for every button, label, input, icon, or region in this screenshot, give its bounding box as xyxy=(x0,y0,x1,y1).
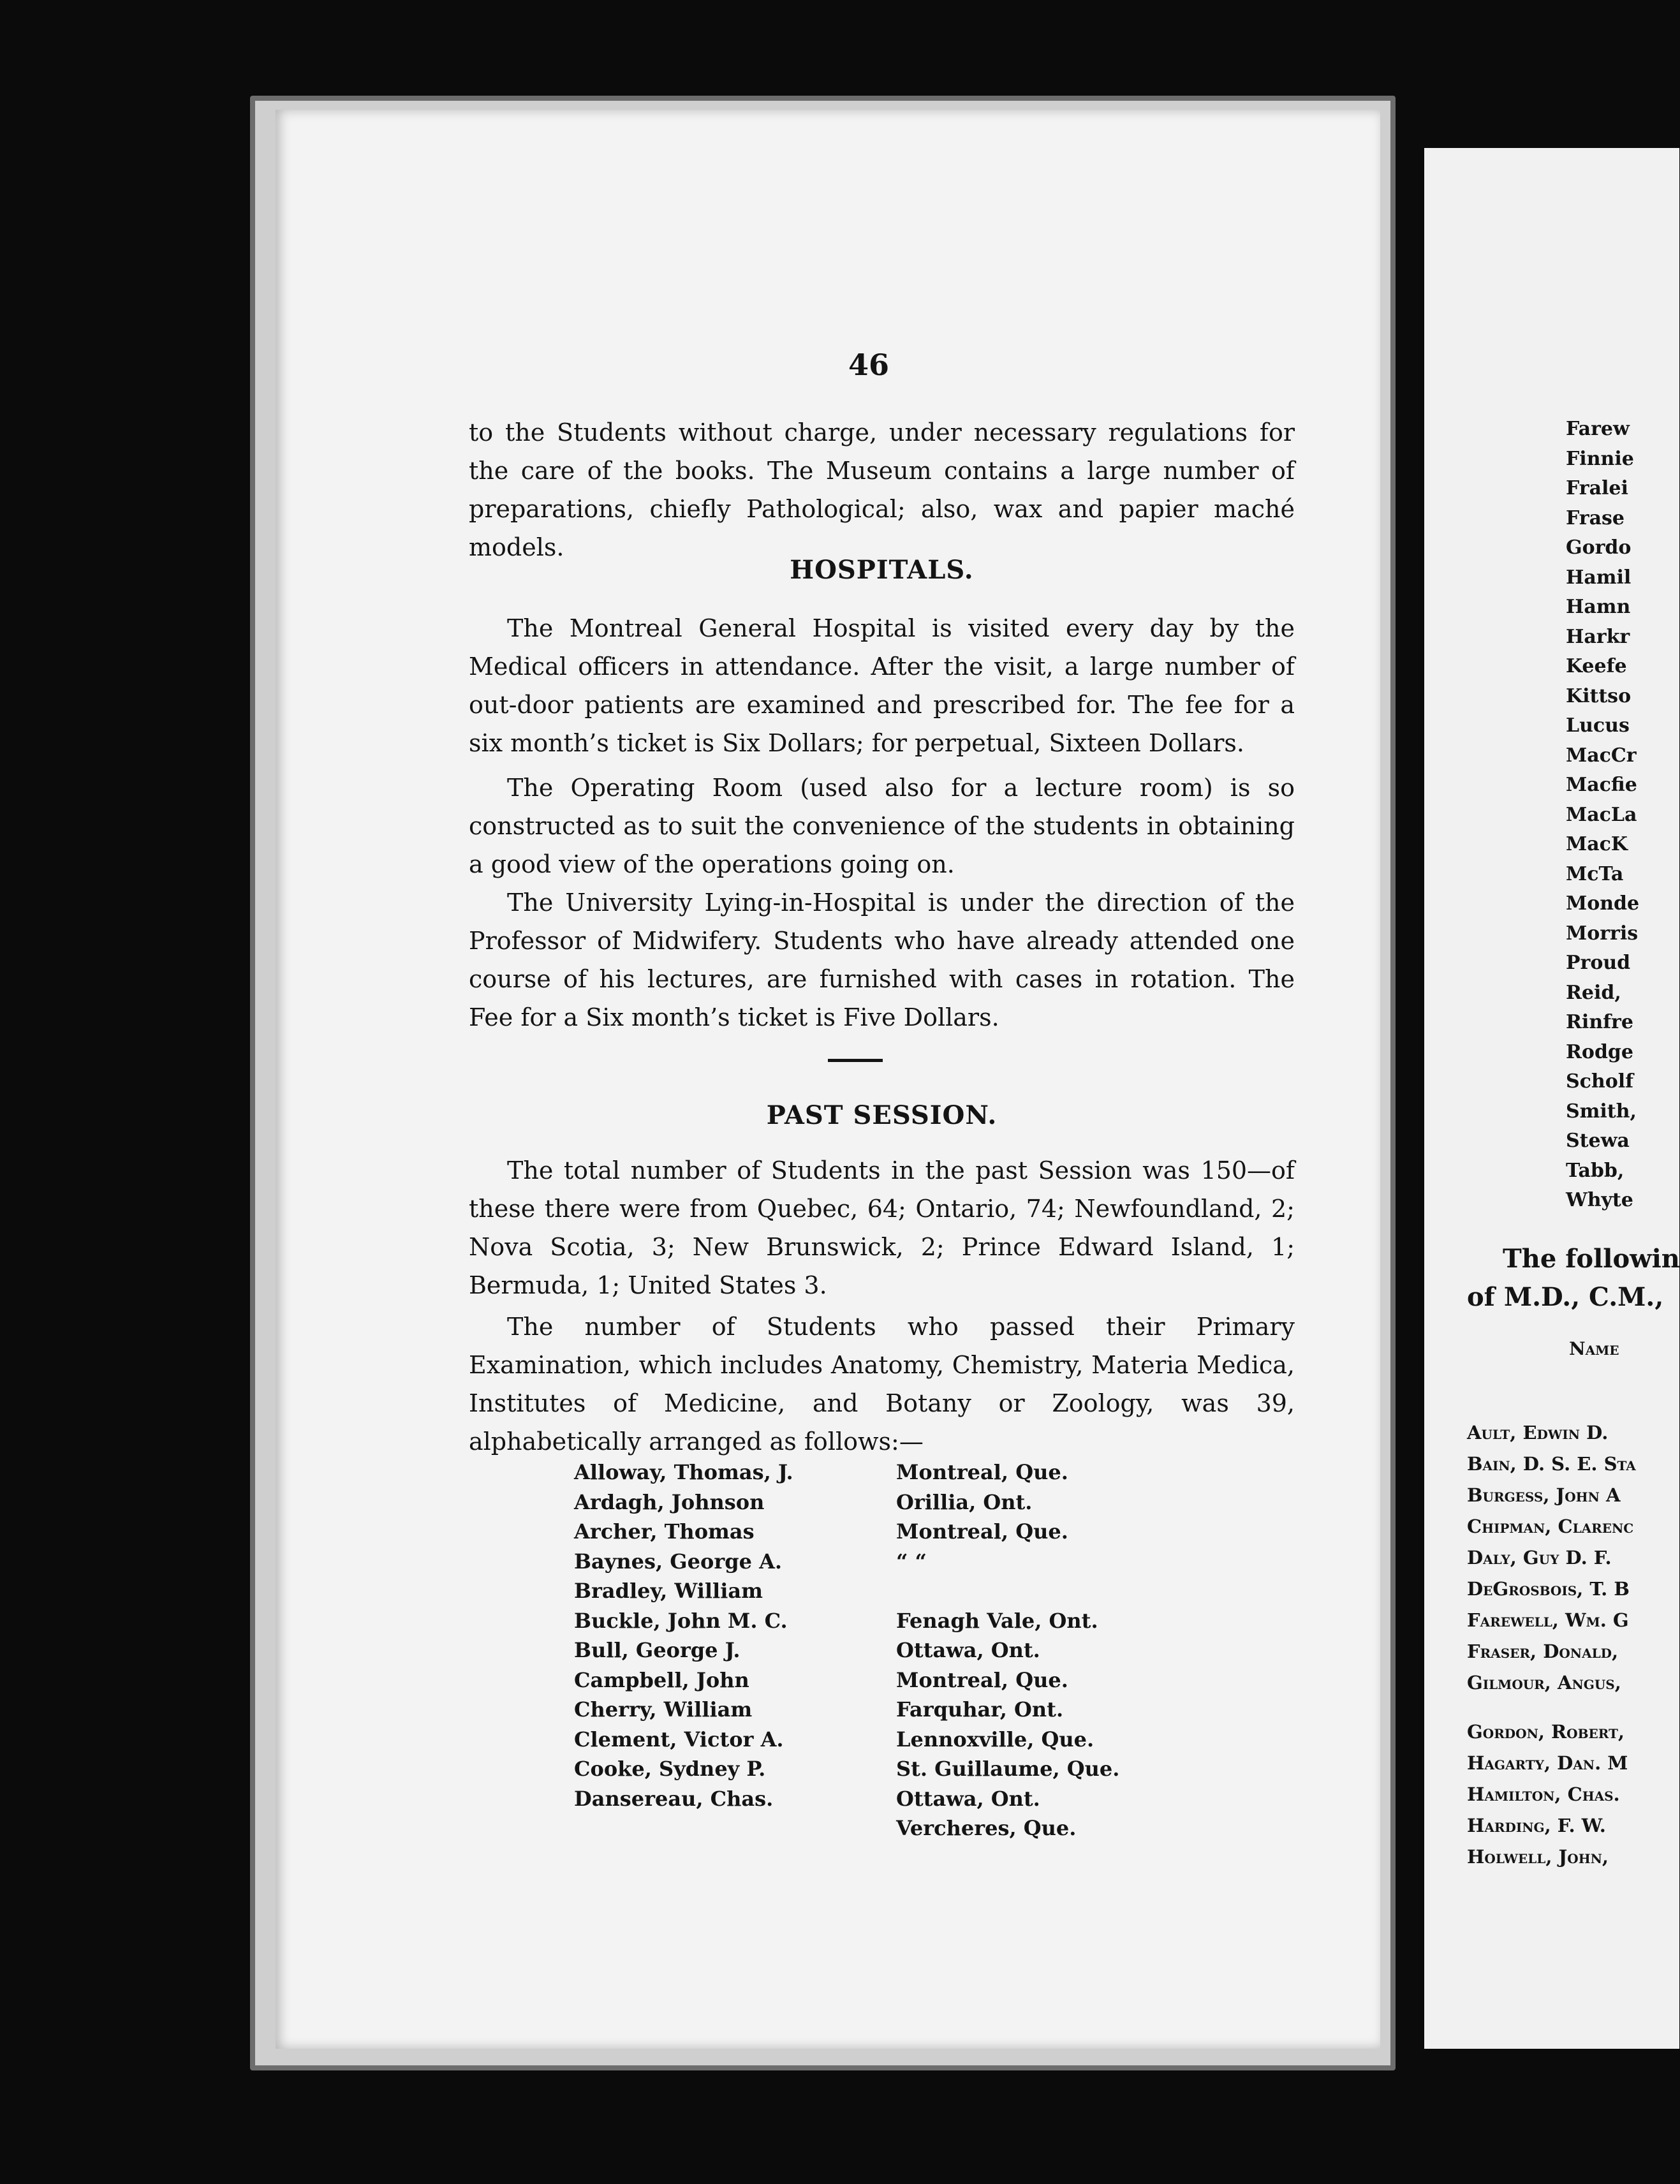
list-item: Hagarty, Dan. M xyxy=(1467,1752,1628,1774)
list-item: Monde xyxy=(1566,892,1640,915)
right-page-names-header: Name xyxy=(1569,1338,1619,1359)
student-name: Ardagh, Johnson xyxy=(574,1489,765,1514)
student-row xyxy=(574,1547,1148,1577)
hospitals-paragraph-3: The University Lying-in-Hospital is under the direction of the Professor of Midwifery. Students who have already attended one course of his lectures, are furnished with cases in rotation. The Fee for a Six month’s ticket is Five Dollars. xyxy=(469,889,1295,1031)
list-item: Hamil xyxy=(1566,566,1632,589)
list-item: Finnie xyxy=(1566,447,1634,470)
list-item: Kittso xyxy=(1566,684,1632,707)
student-row xyxy=(574,1784,1148,1814)
list-item: McTa xyxy=(1566,862,1624,885)
student-place: Montreal, Que. xyxy=(896,1519,1068,1544)
hospitals-paragraph-2: The Operating Room (used also for a lecture room) is so constructed as to suit the convenience of the students in obtaining a good view of the operations going on. xyxy=(469,774,1295,878)
list-item: Hamn xyxy=(1566,596,1631,618)
list-item: Lucus xyxy=(1566,714,1630,737)
student-name: Archer, Thomas xyxy=(574,1519,755,1544)
list-item: Reid, xyxy=(1566,981,1621,1004)
student-place: Ottawa, Ont. xyxy=(896,1638,1040,1662)
student-name: Cherry, William xyxy=(574,1697,753,1722)
list-item: Smith, xyxy=(1566,1100,1637,1123)
right-page-surname-list xyxy=(1566,415,1639,1216)
student-place: Farquhar, Ont. xyxy=(896,1697,1064,1722)
list-item: Stewa xyxy=(1566,1130,1630,1152)
student-row xyxy=(574,1457,1148,1487)
student-row xyxy=(574,1754,1148,1784)
student-name: Buckle, John M. C. xyxy=(574,1608,788,1633)
student-row xyxy=(574,1635,1148,1665)
right-page-following-line-2: of M.D., C.M., xyxy=(1467,1282,1664,1312)
list-item: MacLa xyxy=(1566,803,1637,826)
list-item: Daly, Guy D. F. xyxy=(1467,1547,1612,1568)
student-row xyxy=(574,1576,1148,1606)
right-page-graduate-list xyxy=(1467,1417,1636,1873)
session-paragraph-2: The number of Students who passed their Primary Examination, which includes Anatomy, Chemistry, Materia Medica, Institutes of Medicine, and Botany or Zoology, was 39, alphabetically arranged as follows:— xyxy=(469,1313,1295,1456)
list-item: Gilmour, Angus, xyxy=(1467,1672,1621,1693)
list-item: MacK xyxy=(1566,833,1628,855)
student-place: Vercheres, Que. xyxy=(896,1816,1077,1840)
list-item: Keefe xyxy=(1566,655,1627,677)
list-item: Rinfre xyxy=(1566,1011,1633,1033)
student-name: Bull, George J. xyxy=(574,1638,741,1662)
list-item: Bain, D. S. E. Sta xyxy=(1467,1453,1636,1475)
list-item: Frase xyxy=(1566,506,1625,529)
hospitals-heading: HOSPITALS. xyxy=(790,555,974,585)
student-place: Fenagh Vale, Ont. xyxy=(896,1608,1098,1633)
list-item: Chipman, Clarenc xyxy=(1467,1516,1634,1537)
student-name: Clement, Victor A. xyxy=(574,1727,784,1752)
student-row xyxy=(574,1725,1148,1755)
list-item: Harkr xyxy=(1566,625,1630,648)
student-row xyxy=(574,1517,1148,1547)
list-item: Tabb, xyxy=(1566,1159,1625,1182)
list-item: Macfie xyxy=(1566,774,1637,796)
right-page-following-line-1: The followin xyxy=(1503,1244,1680,1274)
list-item: Hamilton, Chas. xyxy=(1467,1783,1620,1805)
list-item: Harding, F. W. xyxy=(1467,1815,1606,1836)
list-item: MacCr xyxy=(1566,744,1637,767)
list-gap xyxy=(1467,1699,1636,1716)
list-item: Gordo xyxy=(1566,536,1632,559)
list-item: Farewell, Wm. G xyxy=(1467,1609,1629,1631)
student-name: Alloway, Thomas, J. xyxy=(574,1460,793,1484)
list-item: Rodge xyxy=(1566,1040,1633,1063)
student-row xyxy=(574,1665,1148,1695)
student-place: Montreal, Que. xyxy=(896,1460,1068,1484)
student-row xyxy=(574,1813,1148,1843)
session-paragraph-1: The total number of Students in the past Session was 150—of these there were from Quebec, 64; Ontario, 74; Newfoundland, 2; Nova Scotia, 3; New Brunswick, 2; Prince Edward Island, 1; Bermuda, 1; United States 3. xyxy=(469,1156,1295,1299)
student-place: Lennoxville, Que. xyxy=(896,1727,1094,1752)
list-item: DeGrosbois, T. B xyxy=(1467,1578,1630,1600)
student-place: “ “ xyxy=(896,1549,927,1574)
student-name: Cooke, Sydney P. xyxy=(574,1757,766,1781)
list-item: Fraser, Donald, xyxy=(1467,1641,1619,1662)
student-place: Montreal, Que. xyxy=(896,1667,1068,1692)
list-item: Burgess, John A xyxy=(1467,1484,1621,1506)
student-place: Orillia, Ont. xyxy=(896,1489,1033,1514)
list-item: Fralei xyxy=(1566,477,1628,499)
intro-paragraph: to the Students without charge, under necessary regulations for the care of the books. The Museum contains a large number of preparations, chiefly Pathological; also, wax and papier maché models. xyxy=(469,418,1295,561)
list-item: Ault, Edwin D. xyxy=(1467,1422,1609,1443)
student-place xyxy=(896,1576,1148,1606)
student-name: Dansereau, Chas. xyxy=(574,1786,774,1811)
student-row xyxy=(574,1695,1148,1725)
list-item: Holwell, John, xyxy=(1467,1846,1609,1868)
hospitals-paragraph-1: The Montreal General Hospital is visited every day by the Medical officers in attendance. After the visit, a large number of out-door patients are examined and prescribed for. The fee for a six month’s ticket is Six Dollars; for perpetual, Sixteen Dollars. xyxy=(469,614,1295,757)
page-number: 46 xyxy=(848,348,890,382)
student-list xyxy=(574,1457,1148,1843)
past-session-heading: PAST SESSION. xyxy=(766,1100,998,1130)
list-item: Gordon, Robert, xyxy=(1467,1721,1625,1743)
list-item: Proud xyxy=(1566,952,1631,974)
list-item: Farew xyxy=(1566,418,1630,440)
list-item: Scholf xyxy=(1566,1070,1634,1093)
section-divider xyxy=(828,1059,883,1062)
student-row xyxy=(574,1606,1148,1636)
student-place: St. Guillaume, Que. xyxy=(896,1757,1120,1781)
student-row xyxy=(574,1487,1148,1517)
student-name: Campbell, John xyxy=(574,1667,749,1692)
student-name xyxy=(574,1813,896,1843)
student-place: Ottawa, Ont. xyxy=(896,1786,1040,1811)
student-name: Baynes, George A. xyxy=(574,1549,783,1574)
list-item: Morris xyxy=(1566,922,1639,945)
student-name: Bradley, William xyxy=(574,1579,763,1603)
list-item: Whyte xyxy=(1566,1189,1633,1211)
